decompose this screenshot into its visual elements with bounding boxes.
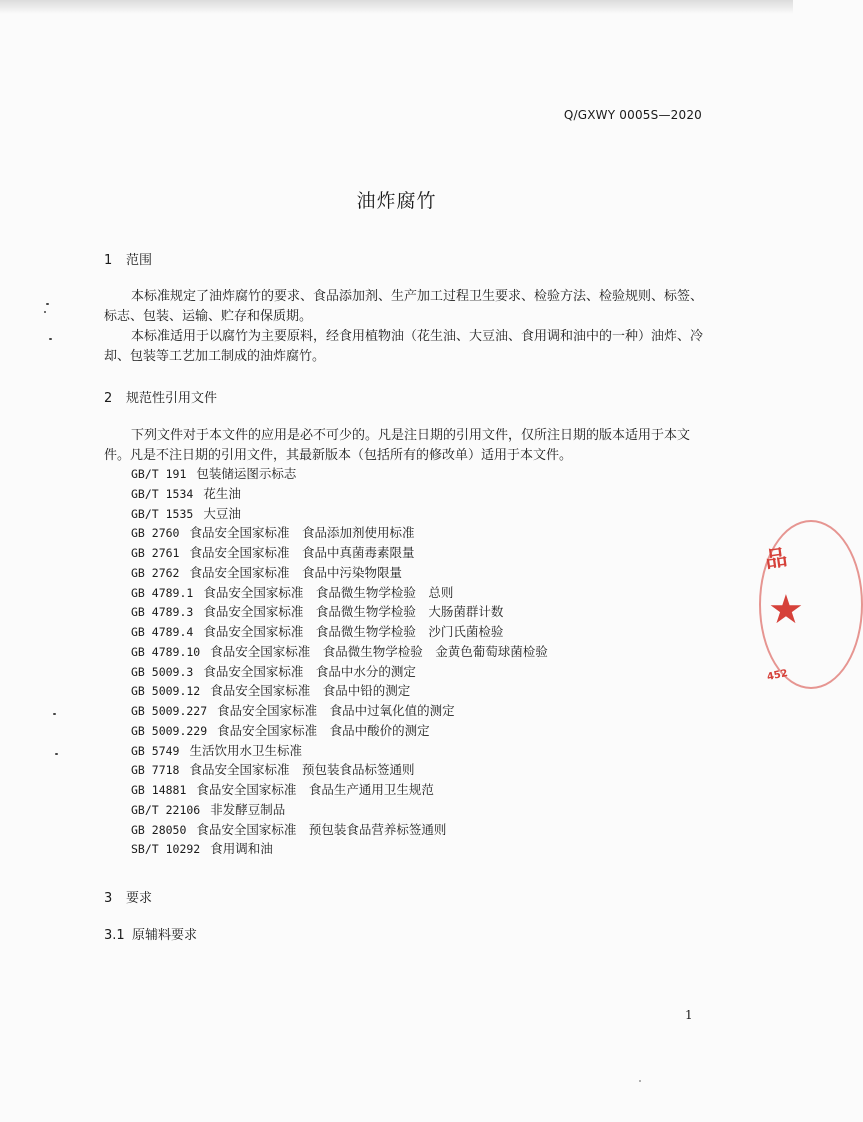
reference-list: [131, 464, 548, 859]
section-number: 3.1: [104, 928, 125, 943]
scope-paragraph-2: 本标准适用于以腐竹为主要原料，经食用植物油（花生油、大豆油、食用调和油中的一种）油炸、冷却、包装等工艺加工制成的油炸腐竹。: [104, 329, 704, 364]
section-number: 3: [104, 891, 113, 906]
reference-code: GB 14881: [131, 783, 187, 797]
standard-number: Q/GXWY 0005S—2020: [563, 108, 702, 122]
reference-code: GB 4789.3: [131, 605, 194, 620]
reference-item: [131, 622, 548, 642]
section-number: 2: [104, 391, 113, 406]
reference-title: 食品安全国家标准 食品中真菌毒素限量: [189, 545, 415, 560]
section-title: 规范性引用文件: [126, 391, 218, 406]
scan-speck: [44, 311, 46, 313]
reference-code: GB 28050: [131, 822, 187, 837]
reference-title: 花生油: [203, 485, 241, 501]
section-title: 范围: [126, 253, 153, 268]
reference-item: [131, 523, 548, 543]
reference-title: 包装储运图示标志: [196, 466, 297, 481]
reference-title: 食品安全国家标准 食品添加剂使用标准: [189, 525, 415, 541]
reference-item: [131, 642, 548, 662]
scan-speck: [49, 338, 52, 340]
reference-item: [131, 839, 548, 859]
reference-code: GB 5009.12: [131, 684, 201, 699]
reference-item: [131, 721, 548, 741]
reference-title: 食品安全国家标准 食品中污染物限量: [189, 564, 402, 580]
section-2-heading: [104, 387, 217, 406]
reference-item: [131, 583, 548, 603]
seal-character: 品: [763, 545, 789, 574]
page-number: 1: [685, 1008, 693, 1022]
reference-item: [131, 602, 548, 622]
reference-title: 食品安全国家标准 预包装食品标签通则: [189, 762, 415, 778]
reference-item: [131, 681, 548, 701]
reference-code: GB 2760: [131, 526, 180, 541]
references-intro: 下列文件对于本文件的应用是必不可少的。凡是注日期的引用文件，仅所注日期的版本适用于本文件。凡是不注日期的引用文件，其最新版本（包括所有的修改单）适用于本文件。: [104, 428, 691, 463]
section-3-heading: [104, 887, 152, 906]
reference-code: GB 4789.10: [131, 644, 201, 659]
reference-code: GB/T 1535: [131, 506, 194, 521]
reference-title: 大豆油: [203, 505, 241, 521]
reference-code: GB 7718: [131, 763, 180, 778]
reference-item: [131, 760, 548, 780]
seal-number: 452: [766, 667, 789, 684]
reference-code: SB/T 10292: [131, 842, 201, 857]
reference-code: GB 2761: [131, 546, 180, 560]
reference-title: 食品安全国家标准 预包装食品营养标签通则: [196, 821, 447, 837]
reference-title: 生活饮用水卫生标准: [189, 742, 302, 758]
reference-item: [131, 464, 548, 484]
reference-title: 食品安全国家标准 食品生产通用卫生规范: [196, 782, 434, 797]
document-title: 油炸腐竹: [356, 190, 437, 212]
section-3-1-heading: [104, 924, 197, 943]
reference-item: [131, 800, 548, 820]
reference-title: 食品安全国家标准 食品中酸价的测定: [217, 722, 430, 738]
reference-code: GB 4789.4: [131, 625, 194, 639]
seal-star-icon: ★: [768, 587, 804, 633]
reference-code: GB 2762: [131, 565, 180, 580]
reference-item: [131, 780, 548, 800]
reference-item: [131, 563, 548, 583]
reference-title: 食品安全国家标准 食品微生物学检验 总则: [203, 584, 454, 600]
reference-title: 食用调和油: [210, 841, 273, 857]
scan-speck: [53, 713, 56, 715]
reference-item: [131, 504, 548, 524]
reference-code: GB 5009.229: [131, 723, 208, 738]
reference-code: GB/T 1534: [131, 486, 194, 501]
reference-title: 非发酵豆制品: [210, 801, 286, 817]
reference-code: GB 5009.227: [131, 704, 208, 718]
section-title: 原辅料要求: [132, 928, 198, 943]
scan-edge-shadow: [0, 0, 793, 14]
reference-item: [131, 820, 548, 840]
reference-code: GB/T 191: [131, 467, 187, 481]
reference-code: GB/T 22106: [131, 802, 201, 817]
reference-title: 食品安全国家标准 食品微生物学检验 沙门氏菌检验: [203, 624, 504, 639]
scan-speck: [46, 303, 49, 305]
section-number: 1: [104, 253, 113, 268]
reference-title: 食品安全国家标准 食品中过氧化值的测定: [217, 703, 455, 718]
reference-code: GB 4789.1: [131, 585, 194, 600]
scan-speck: [639, 1080, 641, 1082]
reference-item: [131, 484, 548, 504]
red-seal: [757, 520, 804, 690]
scope-paragraph-1: 本标准规定了油炸腐竹的要求、食品添加剂、生产加工过程卫生要求、检验方法、检验规则、标签、标志、包装、运输、贮存和保质期。: [104, 289, 704, 324]
reference-item: [131, 543, 548, 563]
reference-item: [131, 741, 548, 761]
reference-code: GB 5749: [131, 743, 180, 758]
reference-title: 食品安全国家标准 食品微生物学检验 金黄色葡萄球菌检验: [210, 643, 548, 659]
reference-title: 食品安全国家标准 食品中水分的测定: [203, 663, 416, 679]
scan-speck: [55, 753, 58, 755]
reference-item: [131, 662, 548, 682]
reference-title: 食品安全国家标准 食品中铅的测定: [210, 683, 411, 699]
section-1-heading: [104, 249, 152, 268]
reference-code: GB 5009.3: [131, 664, 194, 679]
reference-title: 食品安全国家标准 食品微生物学检验 大肠菌群计数: [203, 604, 504, 620]
section-title: 要求: [126, 891, 153, 906]
reference-item: [131, 701, 548, 721]
